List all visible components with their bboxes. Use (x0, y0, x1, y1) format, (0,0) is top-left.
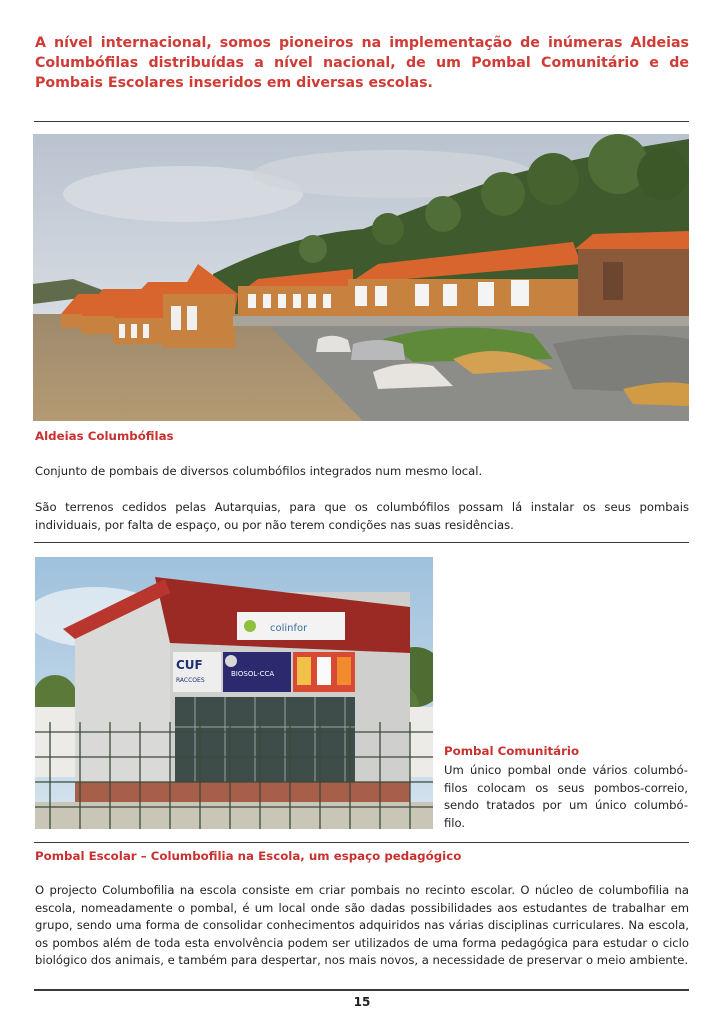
comunitario-text: Um único pombal onde vários columbó-filos colocam os seus pombos-correio, sendo tratados por um único columbó-filo. (444, 763, 688, 830)
photo-pombal-comunitario (35, 557, 433, 829)
svg-text:CUF: CUF (176, 658, 203, 672)
page-number: 15 (353, 995, 371, 1009)
divider-bottom (34, 989, 689, 991)
svg-text:RACCOES: RACCOES (176, 677, 205, 684)
escolar-text: O projecto Columbofilia na escola consiste em criar pombais no recinto escolar. O núcleo de columbofilia na escola, nomeadamente o pombal, é um local onde são dadas possibilidades aos estudantes de trabalhar em grupo, sendo uma forma de consolidar conhecimentos adquiridos nas várias disciplinas curriculares. Na escola, os pombos além de toda esta envolvência podem ser utilizados de uma forma pedagógica para estudar o ciclo biológico dos animais, e também para despertar, nos mais novos, a necessidade de preservar o meio ambiente. (35, 883, 689, 967)
photo-aldeias-columbofilas (33, 134, 689, 421)
aldeias-paragraph-2: São terrenos cedidos pelas Autarquias, para que os columbófilos possam lá instalar os seus pombais individuais, por falta de espaço, ou por não terem condições nas suas residências. (35, 500, 689, 532)
escolar-title: Pombal Escolar – Columbofilia na Escola, um espaço pedagógico (35, 849, 462, 863)
aldeias-title: Aldeias Columbófilas (35, 429, 174, 443)
divider-middle (34, 542, 689, 543)
aldeias-paragraph-1: Conjunto de pombais de diversos columbófilos integrados num mesmo local. (35, 464, 483, 478)
divider-top (34, 121, 689, 122)
divider-lower (34, 842, 689, 843)
intro-heading: A nível internacional, somos pioneiros na implementação de inúmeras Aldeias Columbófilas distribuídas a nível nacional, de um Pombal Comunitário e de Pombais Escolares inseridos em diversas escolas. (35, 35, 689, 91)
top-sign-text: colinfor (270, 623, 308, 634)
svg-text:BIOSOL-CCA: BIOSOL-CCA (231, 670, 275, 678)
comunitario-title: Pombal Comunitário (444, 744, 580, 758)
